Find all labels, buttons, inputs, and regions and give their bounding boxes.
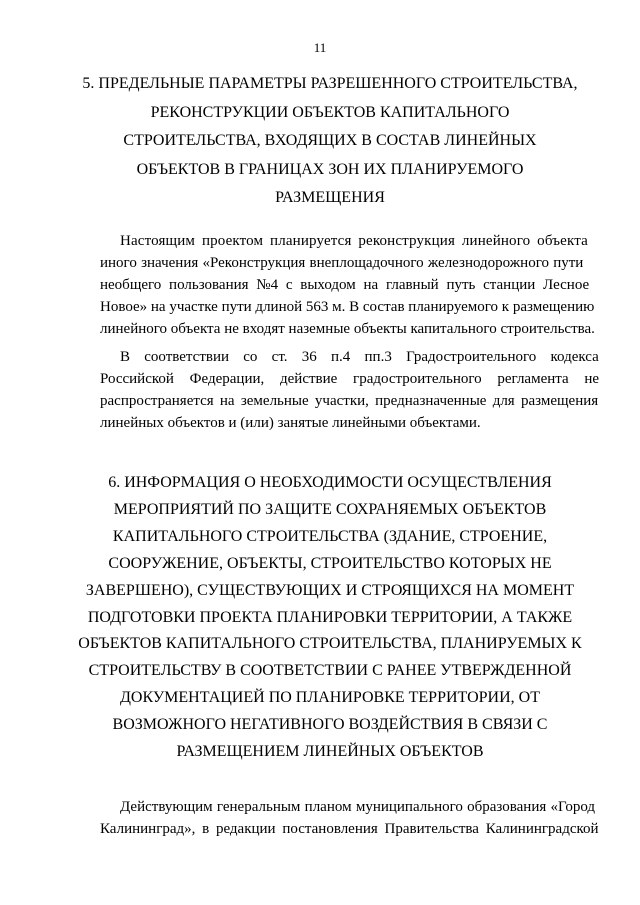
section-6-paragraph-1-body [100, 818, 600, 840]
heading-line: СООРУЖЕНИЕ, ОБЪЕКТЫ, СТРОИТЕЛЬСТВО КОТОРЫХ НЕ [108, 554, 552, 572]
heading-line: СТРОИТЕЛЬСТВУ В СООТВЕТСТВИИ С РАНЕЕ УТВЕРЖДЕННОЙ [88, 662, 572, 680]
section-6-paragraph-1 [120, 796, 600, 818]
paragraph-line [120, 230, 600, 252]
paragraph-line: иного значения «Реконструкция внеплощадочного железнодорожного пути [100, 255, 584, 271]
paragraph-line: Калининград», в редакции постановления Правительства Калининградской [100, 821, 599, 837]
paragraph-line: Российской Федерации, действие градостроительного регламента не [100, 371, 600, 387]
section-5-paragraph-2 [120, 346, 600, 368]
paragraph-line: Новое» на участке пути длиной 563 м. В состав планируемого к размещению [100, 299, 595, 315]
heading-line: ПОДГОТОВКИ ПРОЕКТА ПЛАНИРОВКИ ТЕРРИТОРИИ, А ТАКЖЕ [87, 608, 573, 626]
page-number: 11 [313, 40, 327, 55]
heading-line: 6. ИНФОРМАЦИЯ О НЕОБХОДИМОСТИ ОСУЩЕСТВЛЕНИЯ [108, 474, 552, 491]
heading-line: ДОКУМЕНТАЦИЕЙ ПО ПЛАНИРОВКЕ ТЕРРИТОРИИ, ОТ [120, 689, 540, 707]
heading-line: РАЗМЕЩЕНИЕМ ЛИНЕЙНЫХ ОБЪЕКТОВ [176, 743, 484, 761]
paragraph-line: В соответствии со ст. 36 п.4 пп.3 Градостроительного кодекса [120, 349, 599, 365]
heading-line: РАЗМЕЩЕНИЯ [275, 189, 385, 206]
heading-line: ОБЪЕКТОВ КАПИТАЛЬНОГО СТРОИТЕЛЬСТВА, ПЛАНИРУЕМЫХ К [78, 635, 582, 653]
paragraph-line: распространяется на земельные участки, предназначенные для размещения [100, 393, 599, 409]
paragraph-line: необщего пользования №4 с выходом на главный путь станции Лесное [100, 277, 590, 293]
paragraph-line: Действующим генеральным планом муниципального образования «Город [120, 799, 596, 815]
heading-line: РЕКОНСТРУКЦИИ ОБЪЕКТОВ КАПИТАЛЬНОГО [150, 103, 510, 121]
heading-line: МЕРОПРИЯТИЙ ПО ЗАЩИТЕ СОХРАНЯЕМЫХ ОБЪЕКТОВ [113, 500, 547, 518]
heading-line: 5. ПРЕДЕЛЬНЫЕ ПАРАМЕТРЫ РАЗРЕШЕННОГО СТРОИТЕЛЬСТВА, [82, 75, 578, 92]
section-5-paragraph-1 [120, 230, 600, 252]
heading-line: КАПИТАЛЬНОГО СТРОИТЕЛЬСТВА (ЗДАНИЕ, СТРОЕНИЕ, [112, 527, 548, 545]
section-6-heading [60, 470, 600, 766]
section-5-paragraph-1-body [100, 252, 600, 340]
paragraph-line-text: Настоящим проектом планируется реконструкция линейного объекта [120, 233, 588, 249]
paragraph-line: линейного объекта не входят наземные объекты капитального строительства. [100, 321, 595, 337]
heading-line: СТРОИТЕЛЬСТВА, ВХОДЯЩИХ В СОСТАВ ЛИНЕЙНЫХ [123, 132, 537, 149]
heading-line: ЗАВЕРШЕНО), СУЩЕСТВУЮЩИХ И СТРОЯЩИХСЯ НА МОМЕНТ [85, 581, 575, 599]
paragraph-line: линейных объектов и (или) занятые линейными объектами. [100, 415, 481, 431]
section-5-paragraph-2-body [100, 368, 600, 434]
heading-line: ВОЗМОЖНОГО НЕГАТИВНОГО ВОЗДЕЙСТВИЯ В СВЯЗИ С [112, 716, 548, 734]
section-5-heading [60, 70, 600, 213]
heading-line: ОБЪЕКТОВ В ГРАНИЦАХ ЗОН ИХ ПЛАНИРУЕМОГО [136, 160, 524, 178]
